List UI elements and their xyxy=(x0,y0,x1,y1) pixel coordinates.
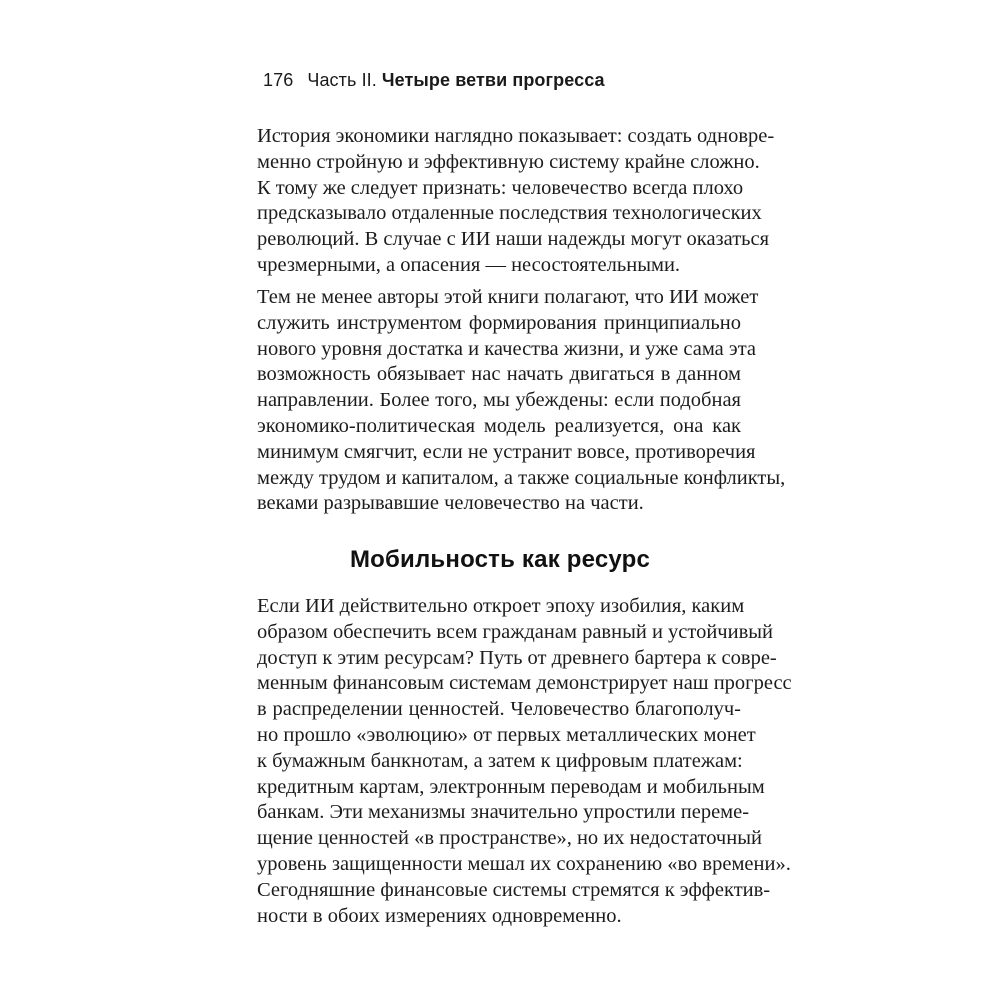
section-heading: Мобильность как ресурс xyxy=(349,546,651,573)
paragraph-line: в распределении ценностей. Человечество благополуч- xyxy=(257,698,741,721)
paragraph-line: уровень защищенности мешал их сохранению «во времени». xyxy=(257,852,791,875)
paragraph-line: банкам. Эти механизмы значительно упростили переме- xyxy=(257,801,750,824)
paragraph-line: служить инструментом формирования принципиально xyxy=(257,311,741,334)
paragraph-2 xyxy=(257,285,786,517)
paragraph-line: экономико-политическая модель реализуется, она как xyxy=(257,414,741,437)
paragraph-line: Сегодняшние финансовые системы стремятся к эффектив- xyxy=(257,878,771,901)
part-label: Часть II. xyxy=(307,70,377,90)
running-head xyxy=(263,70,605,91)
paragraph-line: но прошло «эволюцию» от первых металлических монет xyxy=(257,723,756,746)
paragraph-line: минимум смягчит, если не устранит вовсе, противоречия xyxy=(257,440,756,463)
paragraph-line: между трудом и капиталом, а также социальные конфликты, xyxy=(257,466,786,489)
paragraph-line: революций. В случае с ИИ наши надежды могут оказаться xyxy=(257,228,770,251)
paragraph-line: образом обеспечить всем гражданам равный и устойчивый xyxy=(257,620,774,643)
paragraph-line: Тем не менее авторы этой книги полагают, что ИИ может xyxy=(257,286,759,308)
paragraph-1 xyxy=(257,124,775,279)
paragraph-line: щение ценностей «в пространстве», но их недостаточный xyxy=(257,827,762,850)
paragraph-line: ности в обоих измерениях одновременно. xyxy=(257,904,622,927)
paragraph-line: История экономики наглядно показывает: создать одновре- xyxy=(257,125,775,147)
paragraph-line: доступ к этим ресурсам? Путь от древнего бартера к совре- xyxy=(257,646,777,669)
paragraph-line: кредитным картам, электронным переводам и мобильным xyxy=(257,775,765,798)
paragraph-line: К тому же следует признать: человечество всегда плохо xyxy=(257,176,744,199)
paragraph-line: возможность обязывает нас начать двигаться в данном xyxy=(257,363,741,386)
paragraph-line: менным финансовым системам демонстрирует наш прогресс xyxy=(257,672,792,695)
page-number: 176 xyxy=(263,70,294,90)
paragraph-line: предсказывало отдаленные последствия технологических xyxy=(257,202,762,225)
paragraph-line: веками разрывавшие человечество на части. xyxy=(257,492,644,515)
paragraph-line: Если ИИ действительно откроет эпоху изобилия, каким xyxy=(257,595,745,617)
paragraph-line: чрезмерными, а опасения — несостоятельными. xyxy=(257,253,681,276)
paragraph-line: к бумажным банкнотам, а затем к цифровым платежам: xyxy=(257,749,743,772)
paragraph-line: менно стройную и эффективную систему крайне сложно. xyxy=(257,150,760,173)
paragraph-line: нового уровня достатка и качества жизни, и уже сама эта xyxy=(257,337,756,360)
paragraph-line: направлении. Более того, мы убеждены: если подобная xyxy=(257,389,741,412)
paragraph-3 xyxy=(257,594,792,929)
part-title: Четыре ветви прогресса xyxy=(381,70,605,90)
